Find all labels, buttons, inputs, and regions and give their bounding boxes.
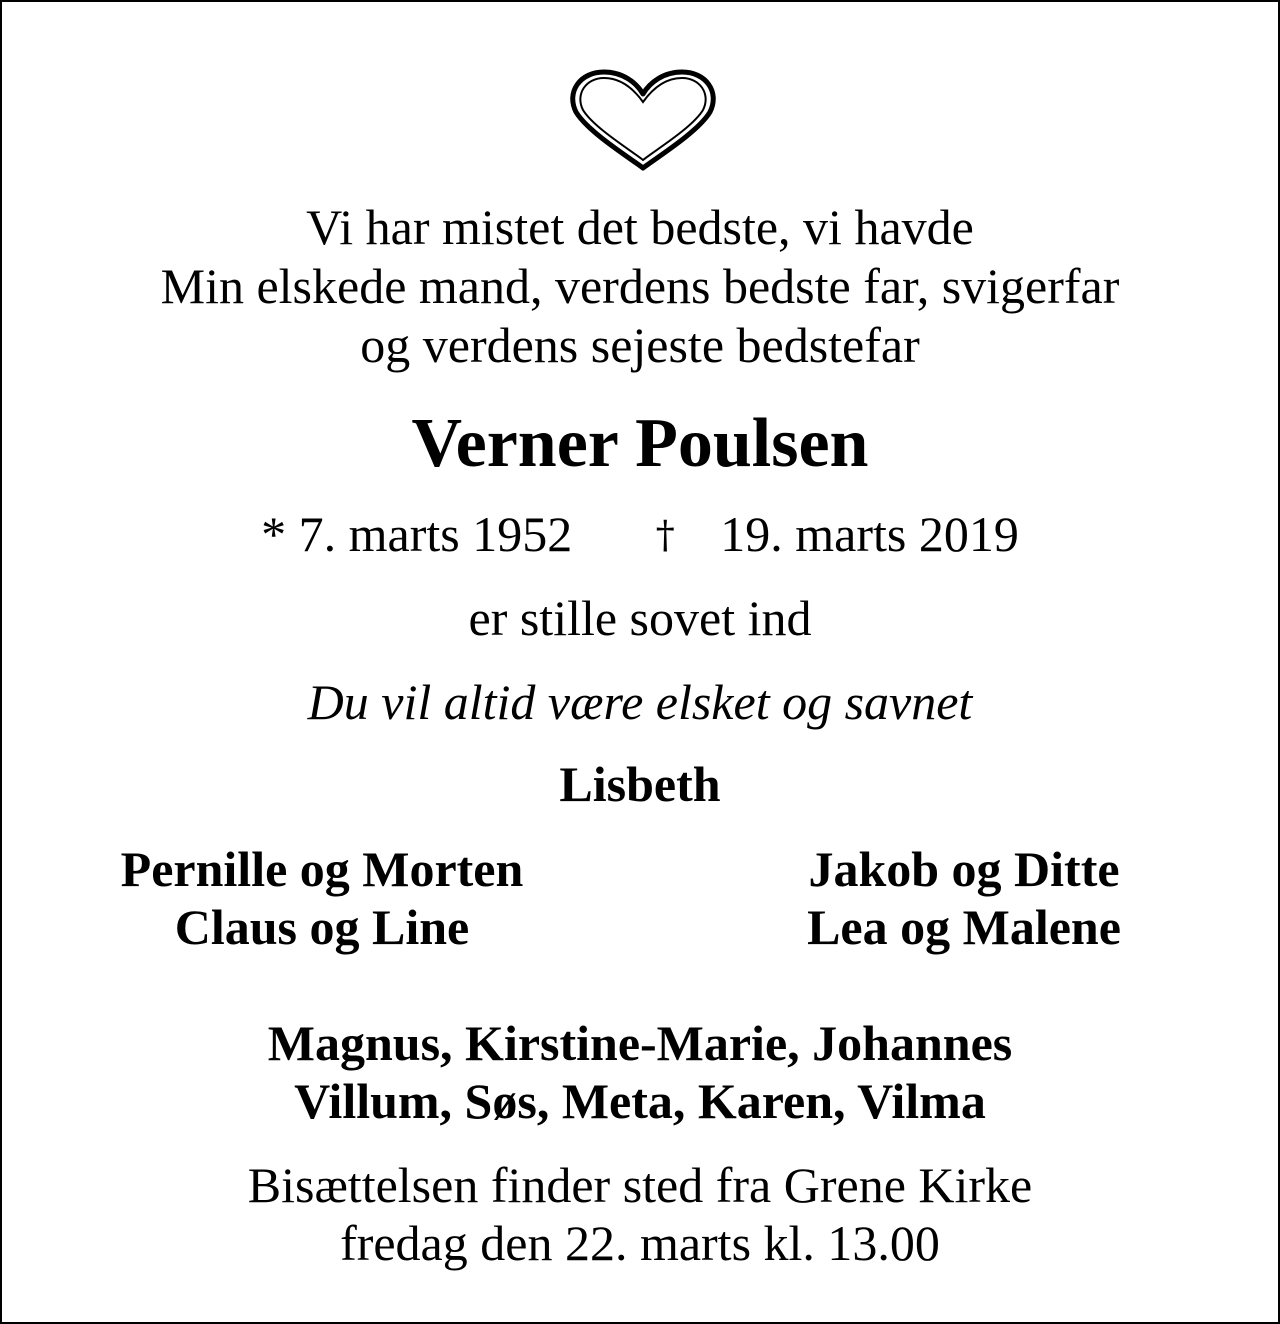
children-right-column	[704, 840, 1224, 956]
funeral-line: Bisættelsen finder sted fra Grene Kirke	[247, 1157, 1033, 1213]
intro-line: Vi har mistet det bedste, vi havde	[306, 199, 974, 255]
family-line: Jakob og Ditte	[808, 841, 1120, 897]
grandchildren-line: Magnus, Kirstine-Marie, Johannes	[267, 1015, 1013, 1071]
funeral-line: fredag den 22. marts kl. 13.00	[340, 1215, 940, 1271]
grandchildren-names	[2, 1014, 1278, 1130]
motto-text: Du vil altid være elsket og savnet	[307, 674, 973, 730]
born-marker: *	[261, 506, 287, 562]
life-dates	[2, 504, 1278, 568]
dagger-icon: †	[655, 513, 675, 557]
children-left-column	[62, 840, 582, 956]
grandchildren-line: Villum, Søs, Meta, Karen, Vilma	[294, 1073, 986, 1129]
deceased-name: Verner Poulsen	[411, 405, 869, 482]
death-date: 19. marts 2019	[720, 506, 1019, 562]
family-line: Lea og Malene	[807, 899, 1121, 955]
funeral-info	[2, 1156, 1278, 1272]
born-date: 7. marts 1952	[298, 506, 573, 562]
spouse-name: Lisbeth	[559, 756, 721, 812]
passed-text: er stille sovet ind	[468, 590, 812, 646]
intro-line: Min elskede mand, verdens bedste far, svigerfar	[160, 258, 1120, 314]
family-line: Pernille og Morten	[120, 841, 524, 897]
intro-text	[2, 198, 1278, 375]
intro-line: og verdens sejeste bedstefar	[360, 317, 920, 373]
family-line: Claus og Line	[174, 899, 470, 955]
heart-icon	[570, 68, 716, 172]
